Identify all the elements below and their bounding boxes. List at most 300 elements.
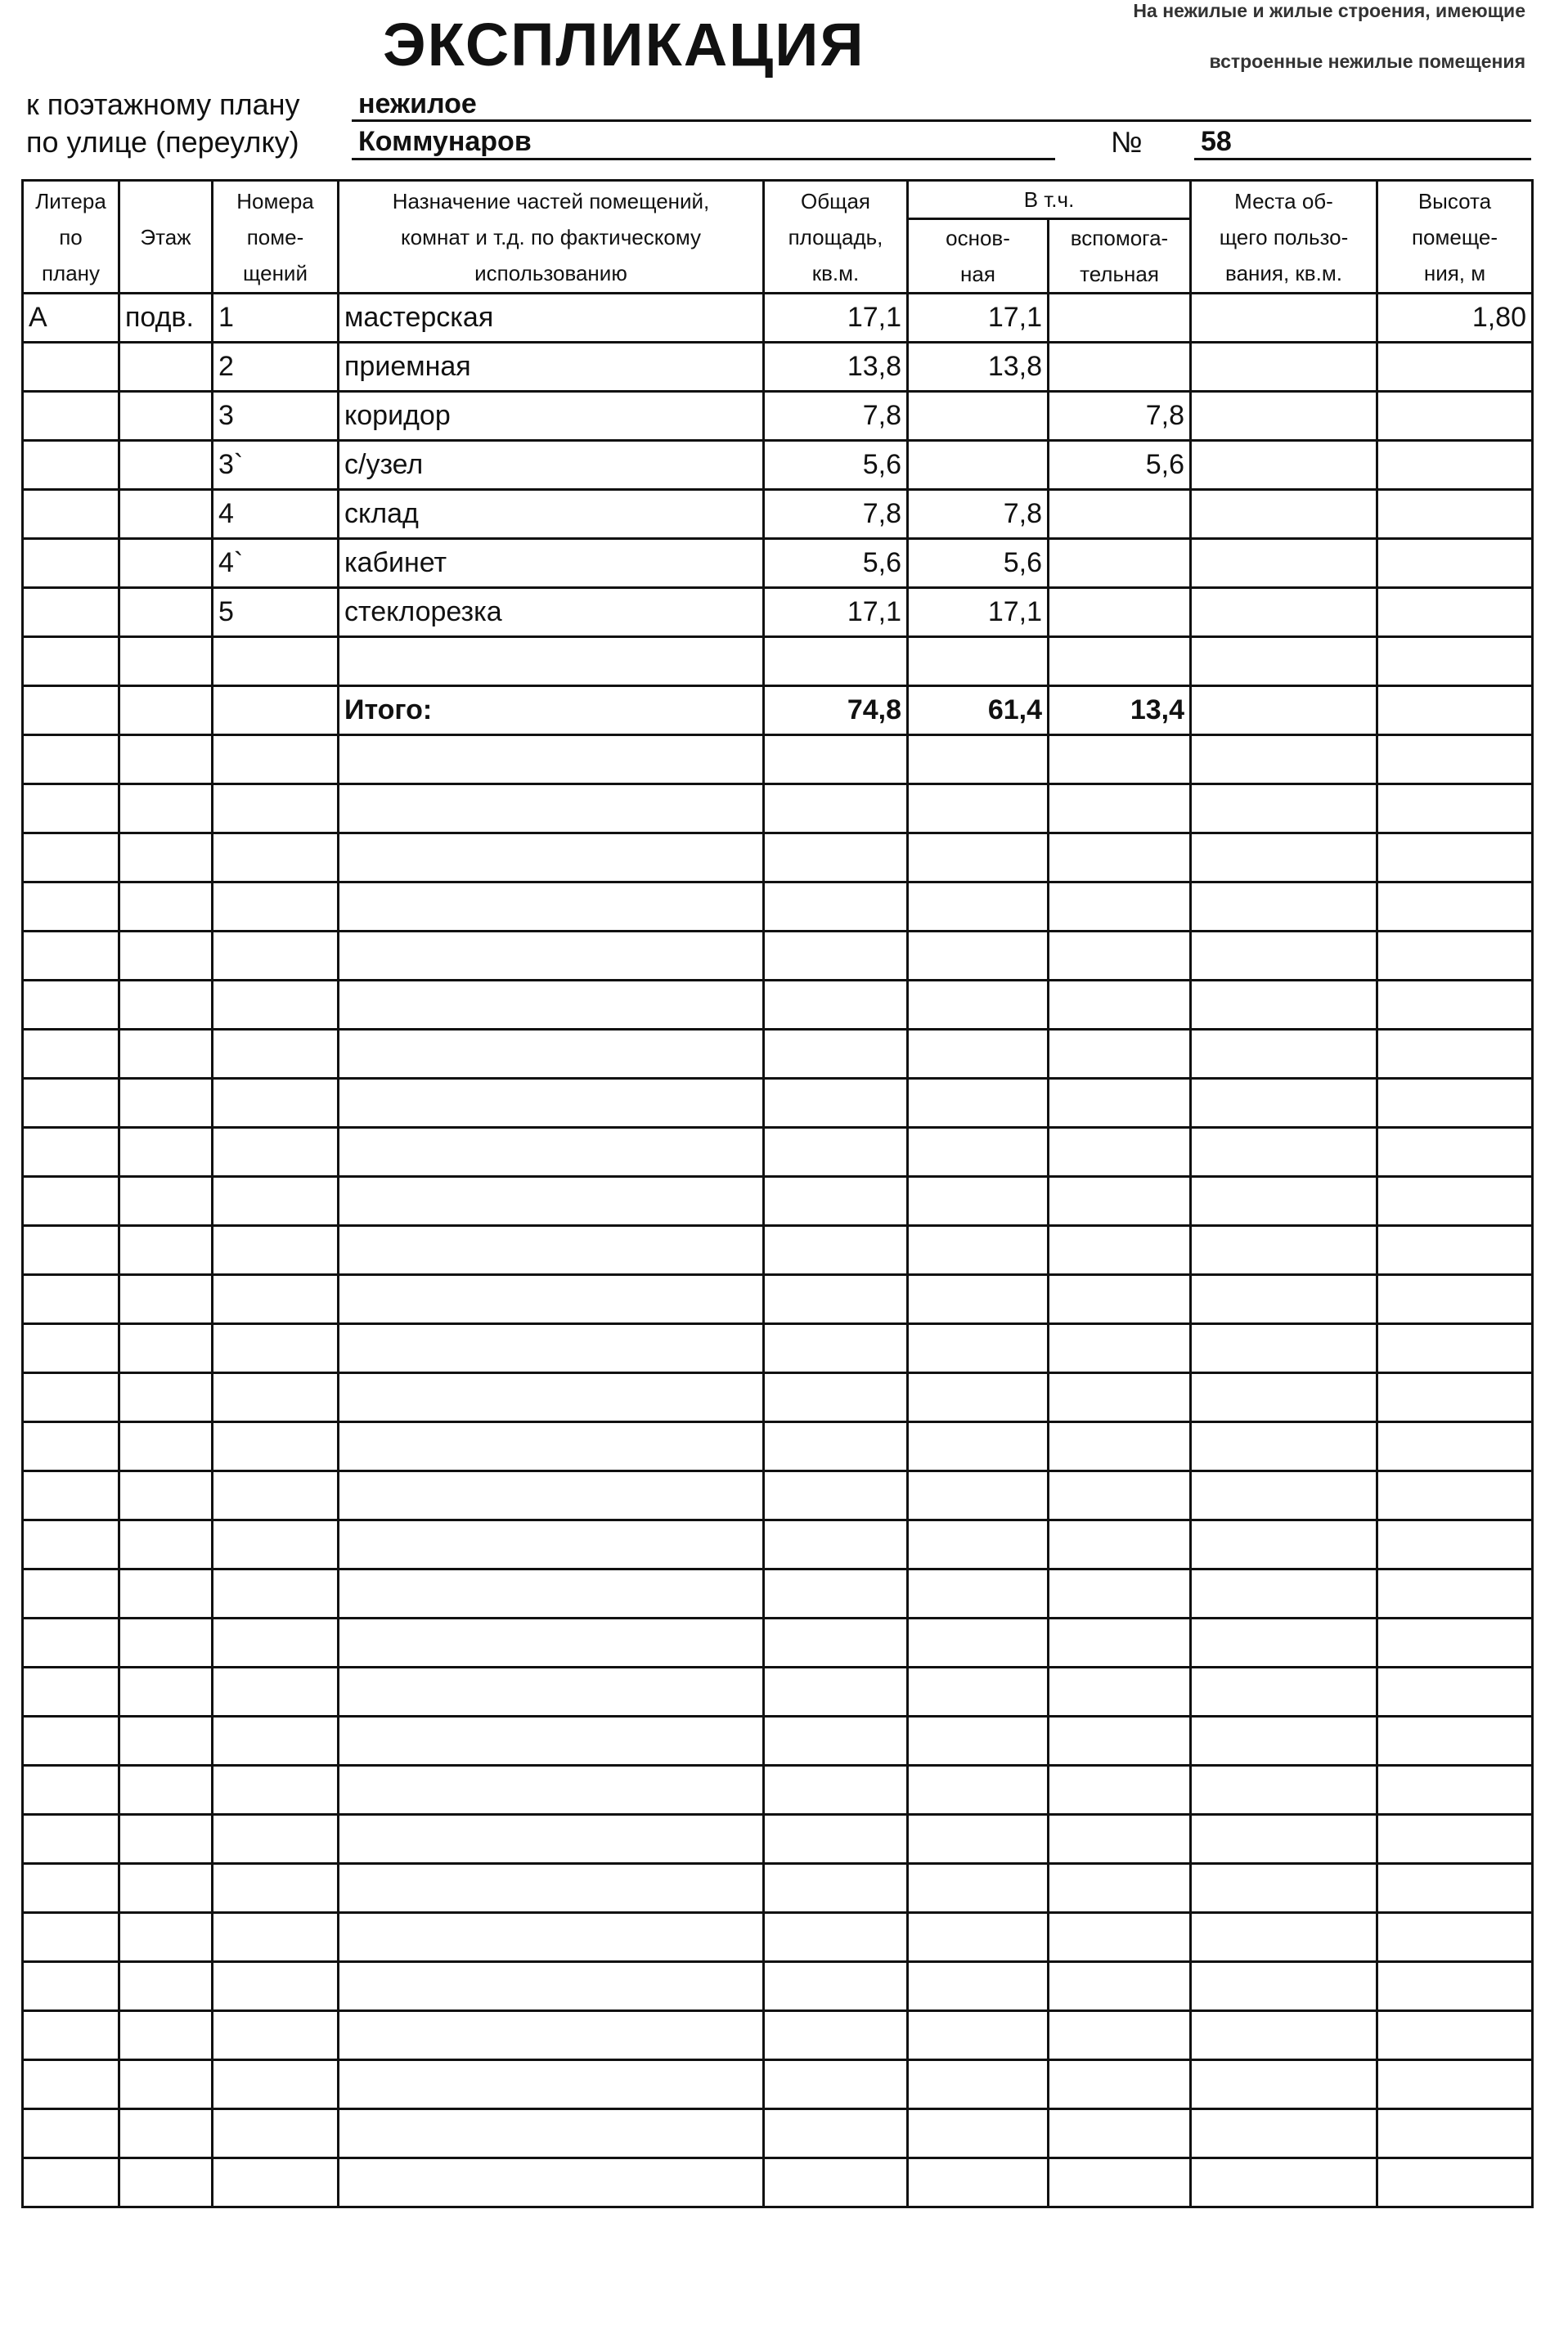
cell-main-area: 17,1 (908, 588, 1049, 637)
empty-cell (764, 833, 908, 882)
col-room-numbers-line: поме- (246, 224, 304, 249)
cell-total-area: 7,8 (764, 392, 908, 441)
cell-litera (23, 686, 119, 735)
empty-cell (764, 2158, 908, 2207)
empty-cell (908, 1177, 1049, 1226)
empty-cell (908, 981, 1049, 1030)
empty-cell (1191, 1962, 1377, 2011)
empty-row (23, 1569, 1533, 1619)
empty-row (23, 784, 1533, 833)
empty-cell (339, 1079, 764, 1128)
empty-row (23, 1177, 1533, 1226)
cell-main-area (908, 441, 1049, 490)
empty-row (23, 1324, 1533, 1373)
cell-main-area: 61,4 (908, 686, 1049, 735)
empty-cell (1377, 2060, 1533, 2109)
cell-aux-area (1049, 343, 1191, 392)
empty-cell (1049, 1668, 1191, 1717)
col-litera-line: плану (41, 260, 101, 285)
cell-common-area (1191, 539, 1377, 588)
empty-cell (23, 2158, 119, 2207)
cell-room-number (213, 637, 339, 686)
empty-row (23, 1471, 1533, 1520)
number-sign: № (1111, 125, 1143, 159)
empty-cell (1377, 1471, 1533, 1520)
col-aux-area-line: тельная (1080, 262, 1159, 286)
empty-cell (908, 1471, 1049, 1520)
cell-room-number (213, 686, 339, 735)
empty-cell (1049, 1864, 1191, 1913)
empty-cell (908, 1324, 1049, 1373)
cell-floor (119, 539, 213, 588)
empty-cell (1049, 2158, 1191, 2207)
cell-room-number: 3` (213, 441, 339, 490)
empty-cell (23, 1324, 119, 1373)
empty-cell (119, 1668, 213, 1717)
empty-cell (23, 981, 119, 1030)
empty-cell (908, 1668, 1049, 1717)
cell-height (1377, 637, 1533, 686)
empty-cell (1377, 1717, 1533, 1766)
empty-cell (339, 1275, 764, 1324)
empty-cell (119, 2109, 213, 2158)
cell-floor (119, 637, 213, 686)
empty-row (23, 981, 1533, 1030)
empty-cell (908, 1815, 1049, 1864)
empty-cell (1049, 1422, 1191, 1471)
empty-cell (339, 981, 764, 1030)
col-purpose-line: Назначение частей помещений, (392, 188, 710, 213)
empty-cell (1377, 1864, 1533, 1913)
empty-cell (908, 2109, 1049, 2158)
empty-cell (908, 1128, 1049, 1177)
empty-cell (1049, 1766, 1191, 1815)
empty-cell (213, 1422, 339, 1471)
empty-cell (908, 735, 1049, 784)
empty-row (23, 1275, 1533, 1324)
empty-cell (1049, 1079, 1191, 1128)
cell-total-area: 17,1 (764, 588, 908, 637)
empty-cell (1049, 833, 1191, 882)
empty-cell (908, 882, 1049, 932)
total-row (23, 686, 1533, 735)
empty-cell (339, 2060, 764, 2109)
col-litera-line: по (59, 224, 83, 249)
empty-cell (1049, 1275, 1191, 1324)
empty-cell (764, 1226, 908, 1275)
empty-cell (213, 1275, 339, 1324)
col-including: В т.ч. (908, 181, 1191, 219)
empty-row (23, 1422, 1533, 1471)
empty-cell (119, 882, 213, 932)
cell-room-number: 3 (213, 392, 339, 441)
empty-cell (1377, 981, 1533, 1030)
empty-cell (908, 1030, 1049, 1079)
empty-cell (764, 1324, 908, 1373)
empty-cell (1049, 1619, 1191, 1668)
empty-cell (1049, 735, 1191, 784)
empty-cell (213, 1471, 339, 1520)
empty-row (23, 1766, 1533, 1815)
empty-cell (23, 1422, 119, 1471)
empty-cell (119, 1030, 213, 1079)
empty-cell (119, 1766, 213, 1815)
empty-cell (1377, 1226, 1533, 1275)
cell-purpose (339, 637, 764, 686)
col-aux-area (1049, 219, 1191, 294)
empty-cell (23, 735, 119, 784)
empty-cell (213, 1962, 339, 2011)
empty-cell (908, 1275, 1049, 1324)
empty-cell (23, 1079, 119, 1128)
empty-cell (1049, 1373, 1191, 1422)
cell-common-area (1191, 686, 1377, 735)
empty-cell (339, 1913, 764, 1962)
table-body (23, 294, 1533, 2207)
cell-height (1377, 490, 1533, 539)
cell-height (1377, 343, 1533, 392)
underline-number (1194, 158, 1531, 160)
empty-cell (1377, 1569, 1533, 1619)
table-row (23, 539, 1533, 588)
empty-cell (119, 2060, 213, 2109)
empty-cell (1049, 1128, 1191, 1177)
col-common-areas (1191, 181, 1377, 294)
col-purpose (339, 181, 764, 294)
empty-cell (119, 1373, 213, 1422)
empty-cell (1377, 2158, 1533, 2207)
empty-cell (1049, 882, 1191, 932)
col-room-numbers (213, 181, 339, 294)
empty-cell (908, 1913, 1049, 1962)
empty-cell (213, 1128, 339, 1177)
empty-cell (213, 1520, 339, 1569)
empty-cell (213, 2109, 339, 2158)
empty-cell (213, 2158, 339, 2207)
empty-row (23, 1079, 1533, 1128)
empty-cell (1049, 1030, 1191, 1079)
empty-cell (1191, 1815, 1377, 1864)
col-height-line: ния, м (1423, 260, 1486, 285)
empty-cell (23, 1471, 119, 1520)
empty-cell (908, 833, 1049, 882)
empty-cell (764, 2011, 908, 2060)
empty-cell (764, 882, 908, 932)
empty-cell (213, 882, 339, 932)
empty-cell (23, 833, 119, 882)
empty-row (23, 2060, 1533, 2109)
empty-cell (1191, 1079, 1377, 1128)
col-main-area (908, 219, 1049, 294)
empty-cell (339, 1373, 764, 1422)
empty-cell (908, 2060, 1049, 2109)
empty-row (23, 1619, 1533, 1668)
empty-cell (339, 1962, 764, 2011)
empty-cell (213, 1324, 339, 1373)
col-room-numbers-line: Номера (236, 188, 314, 213)
col-height (1377, 181, 1533, 294)
table-row (23, 637, 1533, 686)
cell-main-area: 17,1 (908, 294, 1049, 343)
empty-cell (23, 1766, 119, 1815)
empty-cell (1377, 1422, 1533, 1471)
empty-cell (119, 1864, 213, 1913)
empty-cell (908, 1864, 1049, 1913)
table-header (23, 181, 1533, 294)
label-floor-plan: к поэтажному плану (26, 88, 300, 121)
empty-cell (764, 1717, 908, 1766)
empty-cell (1191, 1373, 1377, 1422)
empty-cell (23, 1569, 119, 1619)
empty-cell (1049, 1815, 1191, 1864)
empty-cell (119, 1717, 213, 1766)
cell-purpose: с/узел (339, 441, 764, 490)
empty-cell (764, 1815, 908, 1864)
empty-cell (339, 2158, 764, 2207)
empty-cell (1377, 1275, 1533, 1324)
cell-aux-area: 5,6 (1049, 441, 1191, 490)
cell-common-area (1191, 441, 1377, 490)
empty-row (23, 2158, 1533, 2207)
cell-main-area (908, 637, 1049, 686)
empty-cell (908, 2011, 1049, 2060)
cell-total-area: 5,6 (764, 539, 908, 588)
empty-row (23, 1668, 1533, 1717)
empty-row (23, 1520, 1533, 1569)
cell-litera (23, 343, 119, 392)
empty-cell (1377, 1913, 1533, 1962)
empty-cell (339, 1815, 764, 1864)
empty-row (23, 1864, 1533, 1913)
empty-cell (764, 1520, 908, 1569)
label-street: по улице (переулку) (26, 125, 299, 159)
cell-purpose: приемная (339, 343, 764, 392)
empty-cell (213, 1569, 339, 1619)
empty-cell (1191, 2158, 1377, 2207)
empty-cell (908, 1079, 1049, 1128)
cell-main-area: 13,8 (908, 343, 1049, 392)
empty-cell (1049, 1520, 1191, 1569)
empty-cell (1191, 981, 1377, 1030)
empty-row (23, 882, 1533, 932)
empty-row (23, 1128, 1533, 1177)
table-row (23, 441, 1533, 490)
document-title: ЭКСПЛИКАЦИЯ (383, 11, 865, 79)
empty-cell (339, 1668, 764, 1717)
empty-cell (1377, 1766, 1533, 1815)
empty-row (23, 1373, 1533, 1422)
empty-cell (119, 784, 213, 833)
cell-floor: подв. (119, 294, 213, 343)
cell-floor (119, 392, 213, 441)
table-row (23, 294, 1533, 343)
empty-row (23, 932, 1533, 981)
col-common-areas-line: Места об- (1234, 188, 1333, 213)
empty-cell (1191, 1030, 1377, 1079)
empty-cell (23, 1226, 119, 1275)
cell-total-area: 13,8 (764, 343, 908, 392)
col-total-area-line: Общая (800, 188, 871, 213)
empty-cell (339, 1520, 764, 1569)
building-number-value: 58 (1201, 126, 1232, 157)
empty-cell (1049, 1324, 1191, 1373)
cell-aux-area (1049, 294, 1191, 343)
empty-cell (119, 981, 213, 1030)
empty-cell (764, 1275, 908, 1324)
empty-cell (339, 2109, 764, 2158)
cell-total-area (764, 637, 908, 686)
empty-cell (1191, 1520, 1377, 1569)
empty-cell (119, 1079, 213, 1128)
cell-height (1377, 392, 1533, 441)
col-aux-area-line: вспомога- (1070, 226, 1169, 250)
col-height-line: помеще- (1411, 224, 1498, 249)
empty-cell (1049, 981, 1191, 1030)
table-row (23, 490, 1533, 539)
empty-cell (23, 1668, 119, 1717)
empty-cell (1191, 1766, 1377, 1815)
cell-common-area (1191, 392, 1377, 441)
empty-cell (213, 784, 339, 833)
empty-cell (339, 2011, 764, 2060)
cell-litera: А (23, 294, 119, 343)
empty-cell (23, 784, 119, 833)
col-litera-line: Литера (35, 188, 106, 213)
empty-cell (908, 1520, 1049, 1569)
empty-cell (119, 1569, 213, 1619)
empty-cell (1377, 1324, 1533, 1373)
header-note-line1: На нежилые и жилые строения, имеющие (1133, 0, 1525, 21)
col-purpose-line: использованию (474, 260, 627, 285)
empty-cell (23, 2109, 119, 2158)
empty-row (23, 2109, 1533, 2158)
empty-cell (1377, 1619, 1533, 1668)
empty-cell (1377, 1128, 1533, 1177)
empty-cell (764, 1766, 908, 1815)
empty-cell (1377, 2011, 1533, 2060)
empty-cell (764, 1668, 908, 1717)
col-total-area (764, 181, 908, 294)
empty-cell (1191, 833, 1377, 882)
col-main-area-line: основ- (946, 226, 1010, 250)
col-room-numbers-line: щений (243, 260, 308, 285)
col-purpose-line: комнат и т.д. по фактическому (400, 224, 701, 249)
empty-cell (339, 784, 764, 833)
empty-cell (1377, 1030, 1533, 1079)
empty-cell (764, 735, 908, 784)
empty-row (23, 1962, 1533, 2011)
empty-cell (23, 932, 119, 981)
empty-cell (1191, 1128, 1377, 1177)
cell-litera (23, 490, 119, 539)
empty-cell (1191, 882, 1377, 932)
cell-common-area (1191, 294, 1377, 343)
cell-floor (119, 490, 213, 539)
empty-row (23, 1226, 1533, 1275)
col-total-area-line: площадь, (788, 224, 883, 249)
cell-aux-area (1049, 539, 1191, 588)
empty-cell (213, 735, 339, 784)
empty-cell (764, 1864, 908, 1913)
empty-cell (119, 1962, 213, 2011)
empty-cell (1377, 735, 1533, 784)
empty-cell (1191, 1619, 1377, 1668)
empty-cell (764, 1569, 908, 1619)
cell-litera (23, 441, 119, 490)
empty-cell (23, 2060, 119, 2109)
empty-cell (908, 1373, 1049, 1422)
cell-room-number: 1 (213, 294, 339, 343)
empty-cell (23, 1275, 119, 1324)
empty-cell (213, 1766, 339, 1815)
empty-cell (339, 1324, 764, 1373)
col-common-areas-line: щего пользо- (1219, 224, 1349, 249)
empty-cell (1191, 1668, 1377, 1717)
empty-cell (1377, 1815, 1533, 1864)
col-litera (23, 181, 119, 294)
empty-cell (1191, 1275, 1377, 1324)
empty-cell (213, 2011, 339, 2060)
empty-cell (119, 1619, 213, 1668)
empty-cell (908, 1766, 1049, 1815)
cell-litera (23, 392, 119, 441)
empty-cell (339, 932, 764, 981)
empty-cell (1049, 1717, 1191, 1766)
empty-cell (1377, 1668, 1533, 1717)
empty-cell (908, 784, 1049, 833)
empty-cell (119, 1520, 213, 1569)
empty-cell (339, 1619, 764, 1668)
empty-cell (213, 1177, 339, 1226)
cell-aux-area: 7,8 (1049, 392, 1191, 441)
empty-cell (1049, 1177, 1191, 1226)
empty-cell (1191, 735, 1377, 784)
empty-cell (1049, 1913, 1191, 1962)
empty-cell (339, 1471, 764, 1520)
building-type-value: нежилое (358, 88, 477, 119)
empty-cell (764, 784, 908, 833)
cell-purpose: кабинет (339, 539, 764, 588)
empty-cell (1191, 1864, 1377, 1913)
cell-room-number: 2 (213, 343, 339, 392)
empty-cell (23, 2011, 119, 2060)
empty-cell (764, 1471, 908, 1520)
cell-common-area (1191, 343, 1377, 392)
empty-cell (119, 1177, 213, 1226)
header-note-line2: встроенные нежилые помещения (1209, 51, 1525, 72)
explication-table (21, 179, 1534, 2208)
empty-cell (908, 1962, 1049, 2011)
empty-cell (213, 1913, 339, 1962)
empty-cell (339, 1766, 764, 1815)
empty-row (23, 1030, 1533, 1079)
empty-cell (23, 1962, 119, 2011)
underline-building-type (352, 119, 1531, 122)
empty-cell (1049, 2109, 1191, 2158)
table-row (23, 392, 1533, 441)
empty-cell (339, 1422, 764, 1471)
cell-purpose: мастерская (339, 294, 764, 343)
empty-cell (1191, 2011, 1377, 2060)
empty-cell (1191, 2109, 1377, 2158)
empty-cell (213, 1030, 339, 1079)
empty-cell (1191, 1717, 1377, 1766)
empty-cell (764, 1030, 908, 1079)
empty-cell (1377, 833, 1533, 882)
empty-cell (908, 1422, 1049, 1471)
cell-total-area: 7,8 (764, 490, 908, 539)
empty-cell (213, 1619, 339, 1668)
